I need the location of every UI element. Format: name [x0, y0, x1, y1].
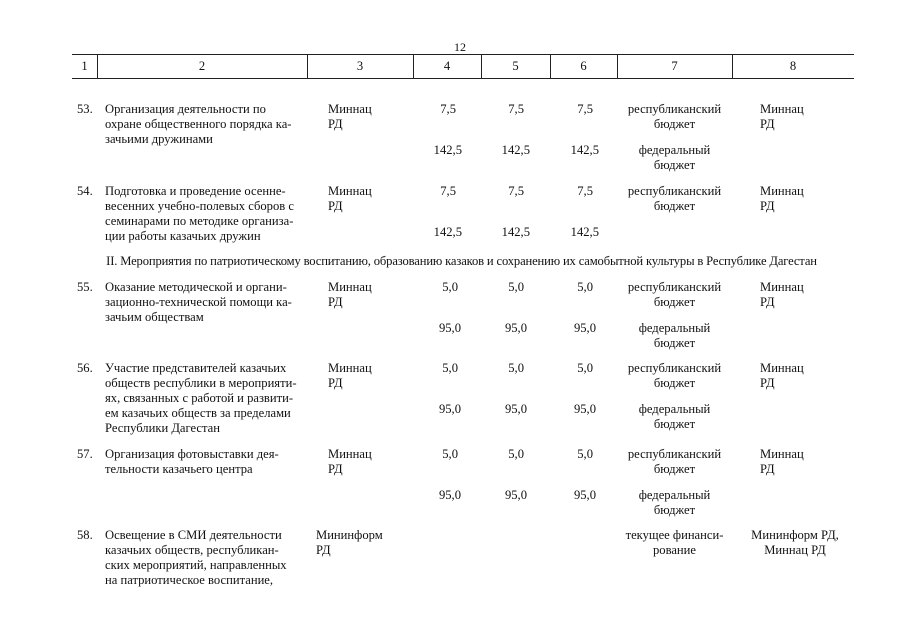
value-col5: 95,0 [504, 321, 527, 335]
description-line: ях, связанных с работой и развити- [105, 391, 294, 405]
value-col6: 5,0 [577, 447, 593, 461]
responsible: Мининформ РД, Миннац РД [751, 528, 839, 557]
value-col4: 95,0 [438, 321, 461, 335]
value-col6: 95,0 [573, 321, 596, 335]
value-col6: 7,5 [577, 102, 593, 116]
description-line: зачьими дружинами [105, 132, 213, 146]
description-line: Организация фотовыставки дея- [105, 447, 279, 461]
responsible: Миннац РД [760, 447, 804, 476]
funding-source: федеральный бюджет [638, 143, 711, 172]
row-description [105, 102, 302, 147]
row-description [105, 280, 302, 325]
responsible: Миннац РД [760, 184, 804, 213]
executor: Миннац РД [328, 280, 372, 309]
description-line: ем казачьих обществ за пределами [105, 406, 291, 420]
funding-source: республиканский бюджет [627, 280, 722, 309]
description-line: ции работы казачьих дружин [105, 229, 261, 243]
value-col5: 5,0 [508, 447, 524, 461]
executor: Миннац РД [328, 361, 372, 390]
value-col6: 5,0 [577, 280, 593, 294]
description-line: зационно-технической помощи ка- [105, 295, 292, 309]
value-col6: 7,5 [577, 184, 593, 198]
value-col6: 142,5 [570, 225, 599, 239]
value-col5: 142,5 [501, 143, 530, 157]
funding-source: федеральный бюджет [638, 402, 711, 431]
funding-source: республиканский бюджет [627, 184, 722, 213]
executor: Миннац РД [328, 184, 372, 213]
row-description [105, 361, 302, 436]
value-col6: 95,0 [573, 488, 596, 502]
executor: Миннац РД [328, 447, 372, 476]
value-col5: 95,0 [504, 488, 527, 502]
value-col5: 5,0 [508, 280, 524, 294]
description-line: зачьим обществам [105, 310, 204, 324]
section-heading: II. Мероприятия по патриотическому воспитанию, образованию казаков и сохранению их самобытной культуры в Республике Дагестан [106, 254, 817, 268]
description-line: Организация деятельности по [105, 102, 266, 116]
row-description [105, 447, 302, 477]
value-col6: 95,0 [573, 402, 596, 416]
funding-source: республиканский бюджет [627, 102, 722, 131]
row-number: 56. [77, 361, 93, 375]
description-line: Оказание методической и органи- [105, 280, 287, 294]
value-col4: 7,5 [440, 184, 456, 198]
description-line: семинарами по методике организа- [105, 214, 294, 228]
description-line: казачьих обществ, республикан- [105, 543, 279, 557]
description-line: весенних учебно-полевых сборов с [105, 199, 294, 213]
column-header: 1 [81, 59, 88, 73]
value-col5: 142,5 [501, 225, 530, 239]
value-col4: 5,0 [442, 280, 458, 294]
column-header: 6 [580, 59, 587, 73]
value-col6: 142,5 [570, 143, 599, 157]
column-header: 3 [356, 59, 364, 73]
funding-source: федеральный бюджет [638, 488, 711, 517]
funding-source: федеральный бюджет [638, 321, 711, 350]
row-number: 54. [77, 184, 93, 198]
row-number: 53. [77, 102, 93, 116]
column-header: 2 [198, 59, 206, 73]
value-col5: 5,0 [508, 361, 524, 375]
row-description [105, 528, 302, 588]
value-col6: 5,0 [577, 361, 593, 375]
value-col4: 95,0 [438, 402, 461, 416]
column-header: 5 [512, 59, 519, 73]
page-number: 12 [454, 40, 466, 54]
row-number: 57. [77, 447, 93, 461]
value-col4: 5,0 [442, 361, 458, 375]
value-col4: 142,5 [433, 143, 462, 157]
value-col4: 95,0 [438, 488, 461, 502]
column-header: 7 [671, 59, 678, 73]
description-line: Участие представителей казачьих [105, 361, 287, 375]
value-col5: 95,0 [504, 402, 527, 416]
responsible: Миннац РД [760, 361, 804, 390]
responsible: Миннац РД [760, 280, 804, 309]
header-bottom-line [72, 78, 854, 79]
description-line: Подготовка и проведение осенне- [105, 184, 286, 198]
responsible: Миннац РД [760, 102, 804, 131]
executor: Мининформ РД [316, 528, 383, 557]
value-col4: 5,0 [442, 447, 458, 461]
column-header: 8 [789, 59, 797, 73]
header-top-line [72, 54, 854, 55]
column-header: 4 [443, 59, 451, 73]
value-col5: 7,5 [508, 184, 524, 198]
description-line: Республики Дагестан [105, 421, 220, 435]
funding-source: республиканский бюджет [627, 361, 722, 390]
funding-source: республиканский бюджет [627, 447, 722, 476]
value-col4: 142,5 [433, 225, 462, 239]
funding-source: текущее финанси- рование [625, 528, 724, 557]
description-line: Освещение в СМИ деятельности [105, 528, 282, 542]
description-line: на патриотическое воспитание, [105, 573, 274, 587]
row-number: 55. [77, 280, 93, 294]
value-col4: 7,5 [440, 102, 456, 116]
description-line: охране общественного порядка ка- [105, 117, 292, 131]
row-description [105, 184, 302, 244]
description-line: тельности казачьего центра [105, 462, 253, 476]
value-col5: 7,5 [508, 102, 524, 116]
description-line: обществ республики в мероприяти- [105, 376, 297, 390]
executor: Миннац РД [328, 102, 372, 131]
row-number: 58. [77, 528, 93, 542]
description-line: ских мероприятий, направленных [105, 558, 287, 572]
